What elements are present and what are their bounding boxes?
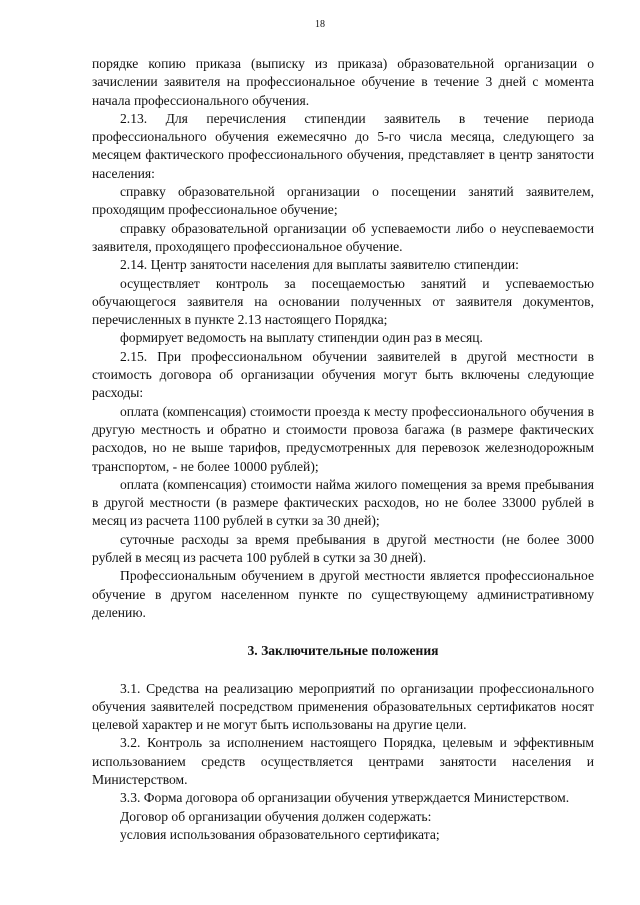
paragraph: справку образовательной организации о посещении занятий заявителем, проходящим профессиональное обучение; <box>92 184 594 218</box>
paragraph: 2.14. Центр занятости населения для выплаты заявителю стипендии: <box>120 257 519 273</box>
paragraph: суточные расходы за время пребывания в другой местности (не более 3000 рублей в месяц из расчета 100 рублей в сутки за 30 дней). <box>92 531 594 566</box>
paragraph: 3.3. Форма договора об организации обучения утверждается Министерством. <box>120 790 570 806</box>
paragraph: Договор об организации обучения должен содержать: <box>120 808 432 824</box>
page-number: 18 <box>315 19 325 30</box>
paragraph: оплата (компенсация) стоимости проезда к месту профессионального обучения в другую местность и обратно и стоимости провоза багажа (в размере фактических расходов, но не выше тарифов, предусмотренных для перевозок железнодорожным транспортом, - не более 10000 рублей); <box>92 403 594 474</box>
paragraph: 2.15. При профессиональном обучении заявителей в другой местности в стоимость договора об организации обучения могут быть включены следующие расходы: <box>92 348 594 401</box>
paragraph: условия использования образовательного сертификата; <box>120 826 440 842</box>
paragraph: Профессиональным обучением в другой местности является профессиональное обучение в другом населенном пункте по существующему административному делению. <box>92 568 594 620</box>
paragraph: 3.2. Контроль за исполнением настоящего Порядка, целевым и эффективным использованием средств осуществляется центрами занятости населения и Министерством. <box>92 735 594 787</box>
paragraph: осуществляет контроль за посещаемостью занятий и успеваемостью обучающегося заявителя на основании полученных от заявителя документов, перечисленных в пункте 2.13 настоящего Порядка; <box>92 275 594 328</box>
section-heading: 3. Заключительные положения <box>247 643 439 659</box>
paragraph: 3.1. Средства на реализацию мероприятий по организации профессионального обучения заявителей посредством применения образовательных сертификатов носят целевой характер и не могут быть использованы на другие цели. <box>92 680 594 733</box>
document-body <box>92 55 594 844</box>
paragraph: справку образовательной организации об успеваемости либо о неуспеваемости заявителя, проходящего профессиональное обучение. <box>92 220 594 254</box>
paragraph: оплата (компенсация) стоимости найма жилого помещения за время пребывания в другой местности (в размере фактических расходов, но не более 33000 рублей в месяц из расчета 1100 рублей в сутки за 30 дней); <box>92 476 594 529</box>
paragraph: формирует ведомость на выплату стипендии один раз в месяц. <box>120 330 483 346</box>
paragraph: порядке копию приказа (выписку из приказа) образовательной организации о зачислении заявителя на профессиональное обучение в течение 3 дней с момента начала профессионального обучения. <box>92 56 594 108</box>
paragraph: 2.13. Для перечисления стипендии заявитель в течение периода профессионального обучения ежемесячно до 5-го числа месяца, следующего за месяцем фактического профессионального обучения, представляет в центр занятости населения: <box>92 110 594 181</box>
